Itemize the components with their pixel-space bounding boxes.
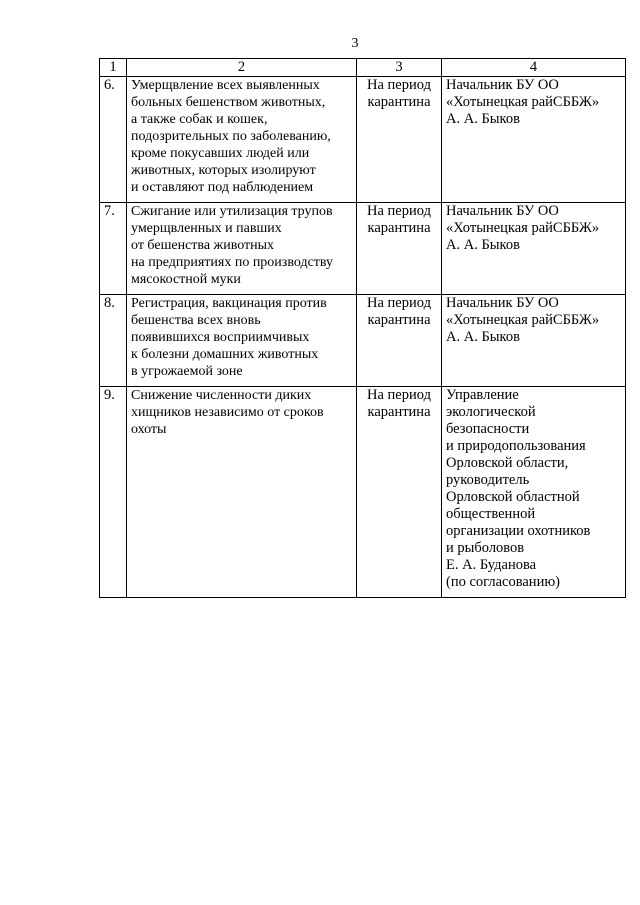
action-text <box>127 77 357 203</box>
action-text-line: охоты <box>131 422 167 437</box>
column-header-action: 2 <box>127 59 357 77</box>
action-text-line: хищников независимо от сроков <box>131 405 324 420</box>
action-text <box>127 295 357 387</box>
table-body <box>100 77 626 598</box>
responsible-text-line: Управление <box>446 387 519 403</box>
action-text <box>127 203 357 295</box>
responsible-text-line: «Хотынецкая райСББЖ» <box>446 312 600 328</box>
column-header-number: 1 <box>100 59 127 77</box>
table-row <box>100 387 626 598</box>
responsible-text-line: (по согласованию) <box>446 574 560 590</box>
row-number: 8. <box>100 295 127 387</box>
responsible-text-line: «Хотынецкая райСББЖ» <box>446 94 600 110</box>
action-text-line: мясокостной муки <box>131 272 241 287</box>
responsible-text-line: безопасности <box>446 421 530 437</box>
responsible-text-line: Е. А. Буданова <box>446 557 537 573</box>
action-text-line: умерщвленных и павших <box>131 221 282 236</box>
responsible-text-line: Начальник БУ ОО <box>446 295 559 311</box>
responsible-text-line: А. А. Быков <box>446 237 520 253</box>
responsible-text-line: и рыболовов <box>446 540 525 556</box>
action-text-line: к болезни домашних животных <box>131 347 319 362</box>
action-text-line: а также собак и кошек, <box>131 112 268 127</box>
action-text-line: животных, которых изолируют <box>131 163 316 178</box>
table-row <box>100 203 626 295</box>
action-text-line: больных бешенством животных, <box>131 95 326 110</box>
action-text-line: в угрожаемой зоне <box>131 364 243 379</box>
responsible-text <box>442 295 626 387</box>
term-text-line: На период <box>367 387 431 403</box>
term-text <box>357 295 442 387</box>
responsible-text-line: Начальник БУ ОО <box>446 203 559 219</box>
action-text-line: Снижение численности диких <box>131 388 312 403</box>
measures-table <box>99 58 626 598</box>
table-header-row <box>100 59 626 77</box>
term-text-line: На период <box>367 77 431 93</box>
responsible-text-line: и природопользования <box>446 438 586 454</box>
term-text <box>357 203 442 295</box>
responsible-text-line: А. А. Быков <box>446 111 520 127</box>
responsible-text <box>442 387 626 598</box>
action-text-line: подозрительных по заболеванию, <box>131 129 331 144</box>
term-text <box>357 387 442 598</box>
responsible-text-line: общественной <box>446 506 536 522</box>
column-header-term: 3 <box>357 59 442 77</box>
term-text-line: карантина <box>367 312 431 328</box>
term-text <box>357 77 442 203</box>
row-number: 7. <box>100 203 127 295</box>
responsible-text-line: руководитель <box>446 472 530 488</box>
row-number: 6. <box>100 77 127 203</box>
responsible-text-line: А. А. Быков <box>446 329 520 345</box>
action-text-line: Умерщвление всех выявленных <box>131 78 320 93</box>
responsible-text-line: экологической <box>446 404 536 420</box>
action-text-line: появившихся восприимчивых <box>131 330 310 345</box>
term-text-line: карантина <box>367 404 431 420</box>
table-row <box>100 295 626 387</box>
action-text-line: Регистрация, вакцинация против <box>131 296 327 311</box>
action-text-line: бешенства всех вновь <box>131 313 261 328</box>
action-text-line: Сжигание или утилизация трупов <box>131 204 333 219</box>
action-text-line: и оставляют под наблюдением <box>131 180 314 195</box>
action-text-line: кроме покусавших людей или <box>131 146 310 161</box>
term-text-line: карантина <box>367 94 431 110</box>
responsible-text-line: организации охотников <box>446 523 591 539</box>
responsible-text <box>442 77 626 203</box>
column-header-responsible: 4 <box>442 59 626 77</box>
term-text-line: карантина <box>367 220 431 236</box>
row-number: 9. <box>100 387 127 598</box>
responsible-text-line: Орловской области, <box>446 455 569 471</box>
table-row <box>100 77 626 203</box>
term-text-line: На период <box>367 203 431 219</box>
action-text-line: от бешенства животных <box>131 238 275 253</box>
action-text <box>127 387 357 598</box>
responsible-text-line: «Хотынецкая райСББЖ» <box>446 220 600 236</box>
responsible-text-line: Орловской областной <box>446 489 580 505</box>
action-text-line: на предприятиях по производству <box>131 255 334 270</box>
term-text-line: На период <box>367 295 431 311</box>
page-number: 3 <box>351 36 359 51</box>
responsible-text <box>442 203 626 295</box>
responsible-text-line: Начальник БУ ОО <box>446 77 559 93</box>
